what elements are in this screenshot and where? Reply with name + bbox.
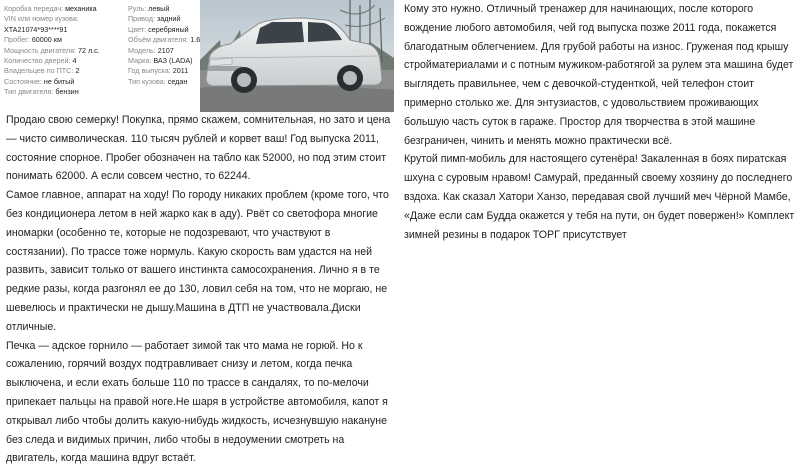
spec-gearbox: [4, 4, 126, 14]
spec-label: Пробег:: [4, 35, 30, 45]
spec-label: VIN или номер кузова:: [4, 14, 79, 24]
spec-value: серебряный: [148, 24, 189, 34]
spec-value: 1.6: [190, 35, 200, 45]
car-photo[interactable]: [200, 0, 394, 112]
spec-value: XTA21074*93****91: [4, 24, 68, 34]
spec-label: Владельцев по ПТС:: [4, 66, 74, 76]
spec-label: Тип кузова:: [128, 76, 166, 86]
spec-value: ВАЗ (LADA): [153, 56, 193, 66]
spec-brand: [128, 56, 200, 66]
spec-drive: [128, 14, 200, 24]
spec-label: Количество дверей:: [4, 56, 71, 66]
spec-label: Тип двигателя:: [4, 87, 54, 97]
spec-value: левый: [148, 4, 170, 13]
specs-right-column: [128, 4, 200, 87]
description-paragraph: Печка — адское горнило — работает зимой так что мама не горюй. Но к сожалению, горячий воздух подтравливает снизу и летом, когда печка выключена, и если ехать больше 110 по трассе в сандалях, то по-мелочи припекает пальцы на правой ноге.Не шаря в устройстве автомобиля, капот я открывал либо чтобы долить какую-нибудь жидкость, исчезнувшую накануне без следа и видимых причин, либо чтобы в недоумении смотреть на двигатель, когда машина вдруг встаёт.: [6, 339, 388, 465]
spec-value: 4: [72, 56, 77, 66]
spec-label: Год выпуска:: [128, 66, 171, 76]
spec-value: 72 л.с.: [77, 45, 100, 55]
spec-value: седан: [167, 76, 188, 86]
car-specs-panel: [4, 4, 200, 108]
spec-value: 2011: [172, 66, 189, 76]
spec-steering: [128, 4, 200, 14]
spec-engine-power: [4, 46, 126, 56]
description-paragraph: Крутой пимп-мобиль для настоящего сутенёра! Закаленная в боях пиратская шхуна с суровым нравом! Самурай, преданный своему хозяину до последнего вздоха. Как сказал Хатори Ханзо, передавая свой лучший меч Чёрной Мамбе, «Даже если сам Будда окажется у тебя на пути, он будет повержен!» Комплект зимней резины в подарок ТОРГ присутствует: [404, 153, 795, 241]
spec-body-type: [128, 77, 200, 87]
spec-value: не битый: [43, 76, 75, 86]
spec-color: [128, 25, 200, 35]
description-paragraph: Кому это нужно. Отличный тренажер для начинающих, после которого вождение любого автомобиля, чей год выпуска позже 2011 года, покажется благодатным облегчением. Для грубой работы на износ. Груженая под крышу стройматериалами и с потным мужиком-работягой за рулем эта машина будет выглядеть правильнее, чем с девочкой-студенткой, чей телефон стоит примерно столько же. Для энтузиастов, с удовольствием проживающих большую часть суток в гараже. Простор для творчества в этой машине безграничен, чинить и менять можно практически всё.: [404, 3, 794, 147]
spec-value: задний: [156, 14, 181, 24]
spec-doors: [4, 56, 126, 66]
spec-value: бензин: [55, 87, 79, 97]
specs-left-column: [4, 4, 126, 98]
spec-label: Мощность двигателя:: [4, 45, 76, 55]
listing-description-right: [404, 0, 798, 244]
description-paragraph: Продаю свою семерку! Покупка, прямо скажем, сомнительная, но зато и цена — чисто символическая. 110 тысяч рублей и корвет ваш! Год выпуска 2011, состояние спорное. Пробег обозначен на табло как 52000, но под этим стоит понимать 62000. А если совсем честно, то 62244.: [6, 114, 391, 183]
spec-label: Руль:: [128, 4, 147, 13]
spec-model: [128, 46, 200, 56]
spec-year: [128, 66, 200, 76]
spec-label: Коробка передач:: [4, 4, 64, 13]
spec-label: Привод:: [128, 14, 155, 24]
listing-description-left: [6, 111, 392, 468]
spec-label: Объём двигателя:: [128, 35, 189, 45]
spec-value: механика: [65, 4, 97, 13]
spec-mileage: [4, 35, 126, 45]
description-paragraph: Самое главное, аппарат на ходу! По городу никаких проблем (кроме того, что без кондиционера летом в ней жарко как в аду). Рвёт со светофора многие иномарки (особенно те, которые не подозревают, что участвуют в состязании). По трассе тоже нормуль. Какую скорость вам удастся на ней развить, зависит только от вашего инстинкта самосохранения. Лично я в те редкие разы, когда разгонял ее до 130, ловил себя на том, что не моргаю, не шевелюсь и практически не дышу.Машина в ДТП не участвовала.Диски отличные.: [6, 189, 389, 333]
spec-engine-volume: [128, 35, 200, 45]
spec-label: Цвет:: [128, 24, 147, 34]
spec-value: 2: [75, 66, 80, 76]
spec-label: Состояние:: [4, 76, 42, 86]
spec-engine-type: [4, 87, 126, 97]
spec-condition: [4, 77, 126, 87]
spec-value: 2107: [157, 45, 174, 55]
spec-vin: [4, 14, 126, 35]
spec-owners: [4, 66, 126, 76]
spec-label: Марка:: [128, 56, 152, 66]
spec-value: 60000 км: [31, 35, 62, 45]
spec-label: Модель:: [128, 45, 156, 55]
